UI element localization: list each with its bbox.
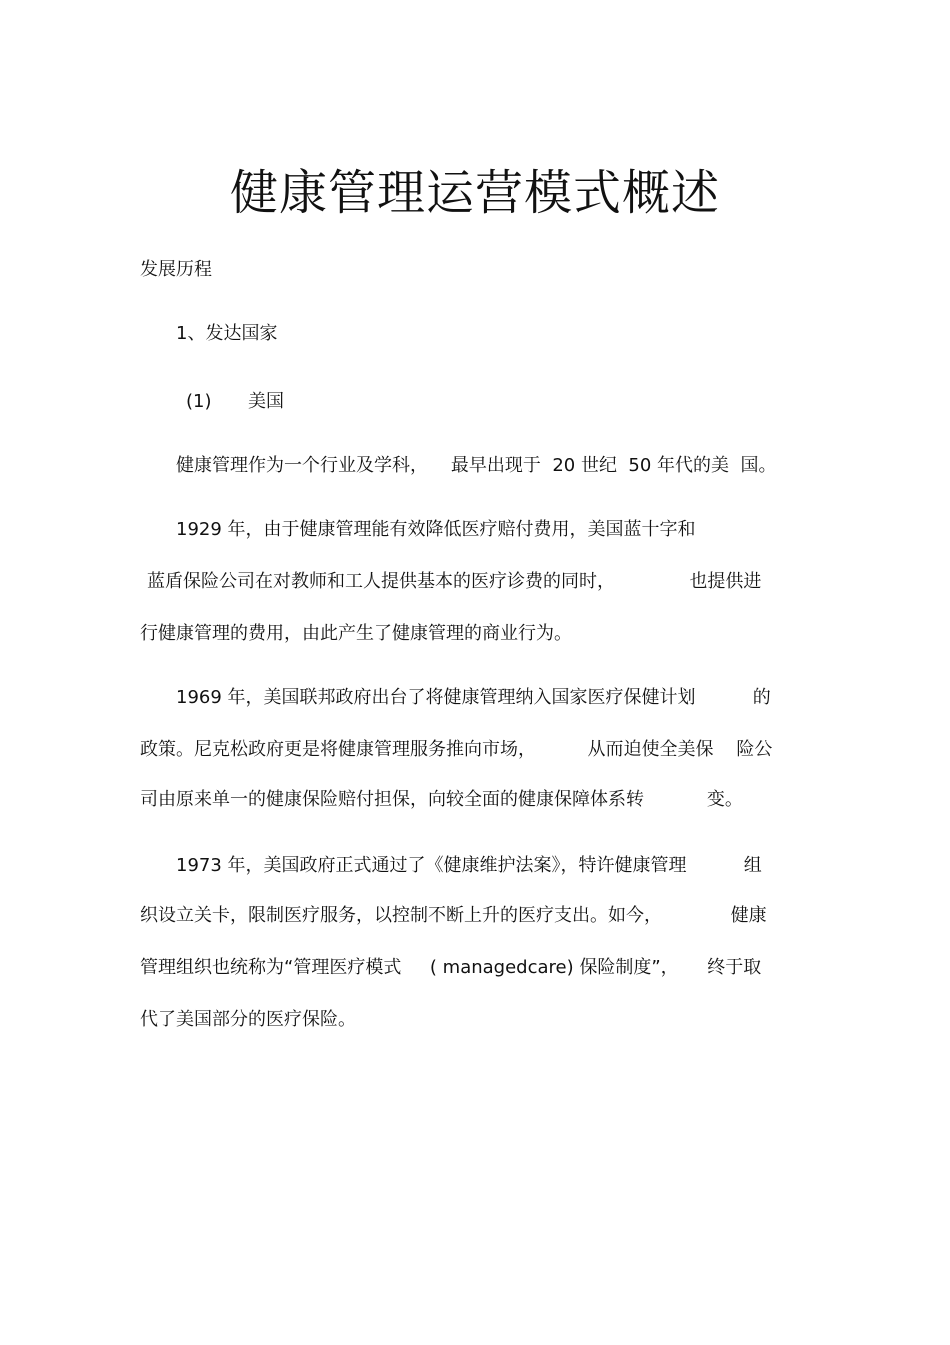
paragraph-line: 政策。尼克松政府更是将健康管理服务推向市场， 从而迫使全美保 险公 <box>140 739 773 760</box>
paragraph-line: 行健康管理的费用，由此产生了健康管理的商业行为。 <box>140 623 572 644</box>
paragraph-line: 司由原来单一的健康保险赔付担保，向较全面的健康保障体系转 变。 <box>140 789 743 810</box>
paragraph-line: 蓝盾保险公司在对教师和工人提供基本的医疗诊费的同时， 也提供进 <box>147 571 762 592</box>
document-title: 健康管理运营模式概述 <box>229 165 720 221</box>
item-number: (1) <box>186 391 212 412</box>
section-heading: 发展历程 <box>140 259 212 280</box>
paragraph-line: 健康管理作为一个行业及学科， 最早出现于 20 世纪 50 年代的美 国。 <box>176 455 777 476</box>
paragraph-line: 代了美国部分的医疗保险。 <box>140 1009 356 1030</box>
paragraph-line: 1969 年，美国联邦政府出台了将健康管理纳入国家医疗保健计划 的 <box>176 687 771 708</box>
item-label: 美国 <box>248 391 284 412</box>
paragraph-line: 1929 年，由于健康管理能有效降低医疗赔付费用，美国蓝十字和 <box>176 519 696 540</box>
paragraph-line: 管理组织也统称为“管理医疗模式 ( managedcare) 保险制度”， 终于取 <box>140 957 762 978</box>
paragraph-line: 织设立关卡，限制医疗服务，以控制不断上升的医疗支出。如今， 健康 <box>140 905 767 926</box>
paragraph-line: 1973 年，美国政府正式通过了《健康维护法案》，特许健康管理 组 <box>176 855 762 876</box>
subsection-heading: 1、发达国家 <box>176 323 278 344</box>
